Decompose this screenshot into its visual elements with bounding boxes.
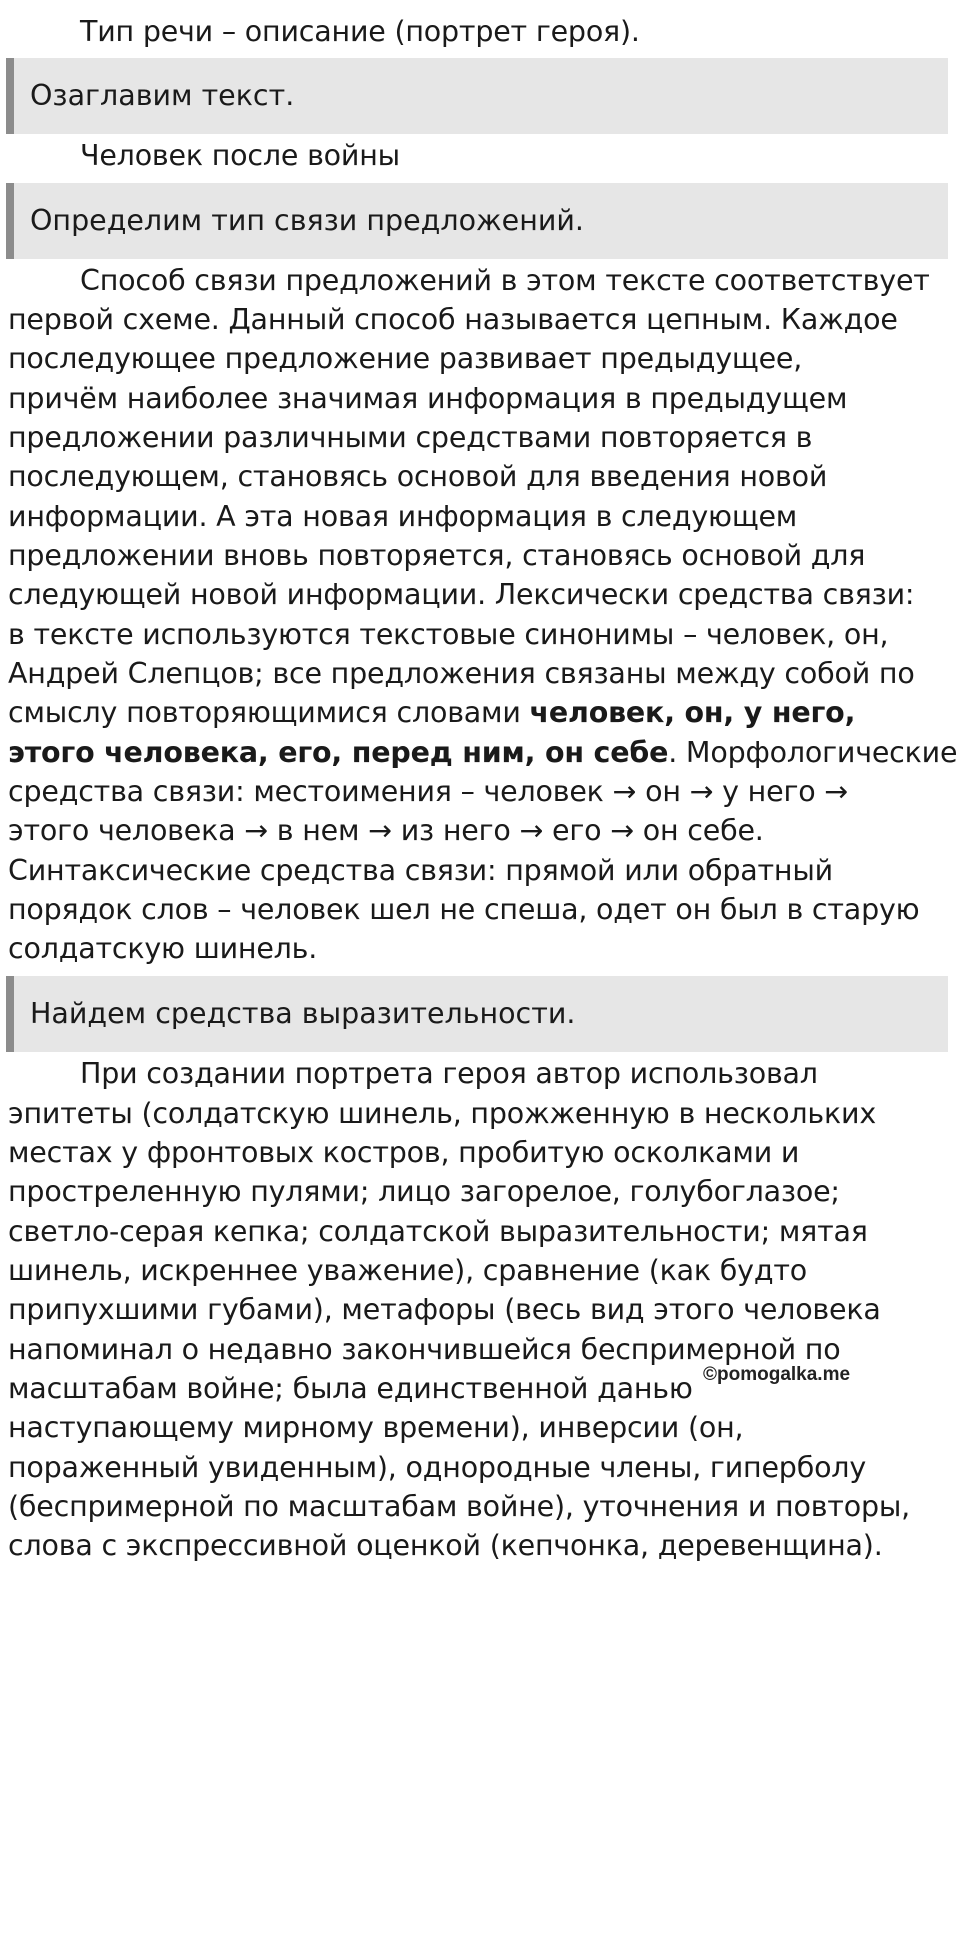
paragraph-line: причём наиболее значимая информация в предыдущем bbox=[8, 382, 848, 415]
paragraph-line: При создании портрета героя автор использовал bbox=[80, 1057, 818, 1090]
paragraph-line: Синтаксические средства связи: прямой или обратный bbox=[8, 854, 833, 887]
text-title: Человек после войны bbox=[80, 139, 400, 172]
paragraph-line: шинель, искреннее уважение), сравнение (как будто bbox=[8, 1254, 807, 1287]
bold-text: человек, он, у него, bbox=[529, 696, 856, 729]
paragraph-line: местах у фронтовых костров, пробитую осколками и bbox=[8, 1136, 800, 1169]
section-heading-title bbox=[6, 58, 948, 134]
paragraph-line: эпитеты (солдатскую шинель, прожженную в нескольких bbox=[8, 1097, 876, 1130]
paragraph-line: припухшими губами), метафоры (весь вид этого человека bbox=[8, 1293, 881, 1326]
watermark: ©pomogalka.me bbox=[703, 1364, 851, 1385]
section-heading-text: Определим тип связи предложений. bbox=[30, 204, 584, 237]
plain-text: . Морфологические bbox=[668, 736, 958, 769]
paragraph-line: солдатскую шинель. bbox=[8, 932, 318, 965]
paragraph-line: Способ связи предложений в этом тексте соответствует bbox=[80, 264, 930, 297]
paragraph-line: порядок слов – человек шел не спеша, одет он был в старую bbox=[8, 893, 920, 926]
section-heading-expressive bbox=[6, 976, 948, 1052]
section-heading-text: Озаглавим текст. bbox=[30, 79, 295, 112]
section-heading-text: Найдем средства выразительности. bbox=[30, 997, 576, 1030]
speech-type-line: Тип речи – описание (портрет героя). bbox=[80, 15, 640, 48]
paragraph-line: информации. А эта новая информация в следующем bbox=[8, 500, 798, 533]
paragraph-line: первой схеме. Данный способ называется цепным. Каждое bbox=[8, 303, 898, 336]
paragraph-line: средства связи: местоимения – человек → он → у него → bbox=[8, 775, 848, 808]
paragraph-line: светло-серая кепка; солдатской выразительности; мятая bbox=[8, 1215, 868, 1248]
paragraph-line: Андрей Слепцов; все предложения связаны между собой по bbox=[8, 657, 915, 690]
paragraph-line: в тексте используются текстовые синонимы – человек, он, bbox=[8, 618, 889, 651]
bold-text: этого человека, его, перед ним, он себе bbox=[8, 736, 669, 769]
paragraph-line: предложении вновь повторяется, становясь основой для bbox=[8, 539, 866, 572]
paragraph-line: этого человека → в нем → из него → его → он себе. bbox=[8, 814, 764, 847]
paragraph-line: слова с экспрессивной оценкой (кепчонка, деревенщина). bbox=[8, 1529, 883, 1562]
paragraph-line: пораженный увиденным), однородные члены, гиперболу bbox=[8, 1451, 866, 1484]
section-heading-connection bbox=[6, 183, 948, 259]
paragraph-line: наступающему мирному времени), инверсии (он, bbox=[8, 1411, 744, 1444]
paragraph-line: предложении различными средствами повторяется в bbox=[8, 421, 813, 454]
paragraph-line: простреленную пулями; лицо загорелое, голубоглазое; bbox=[8, 1175, 840, 1208]
paragraph-line: последующем, становясь основой для введения новой bbox=[8, 460, 828, 493]
paragraph-line: (беспримерной по масштабам войне), уточнения и повторы, bbox=[8, 1490, 911, 1523]
paragraph-line: масштабам войне; была единственной данью bbox=[8, 1372, 693, 1405]
plain-text: смыслу повторяющимися словами bbox=[8, 696, 530, 729]
paragraph-line: напоминал о недавно закончившейся беспримерной по bbox=[8, 1333, 841, 1366]
paragraph-line: следующей новой информации. Лексически средства связи: bbox=[8, 578, 915, 611]
paragraph-line: последующее предложение развивает предыдущее, bbox=[8, 342, 803, 375]
